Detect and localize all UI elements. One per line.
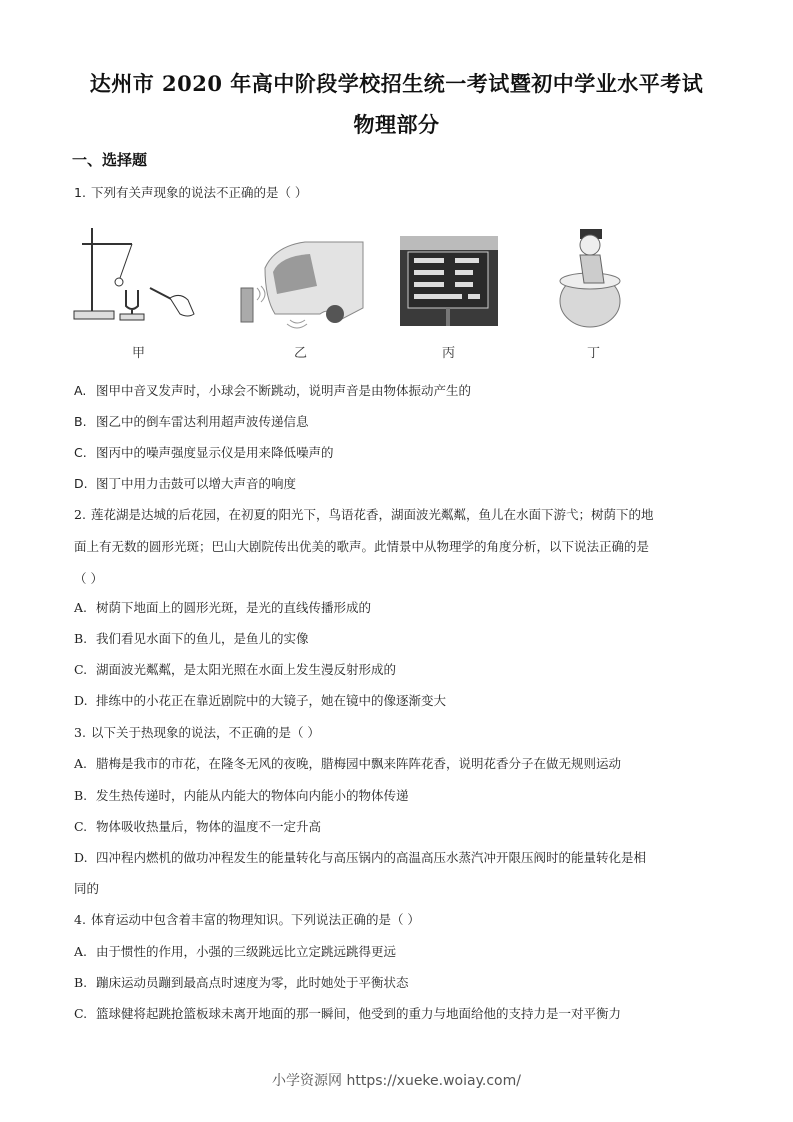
question-3-option-d-continuation: 同的 — [74, 881, 100, 896]
exam-title: 达州市 2020 年高中阶段学校招生统一考试暨初中学业水平考试 — [89, 71, 704, 96]
question-3-option-a: A. 腊梅是我市的市花，在隆冬无风的夜晚，腊梅园中飘来阵阵花香，说明花香分子在做无规则运动 — [74, 756, 622, 771]
question-1-figures — [70, 218, 650, 363]
section-heading: 一、选择题 — [72, 151, 148, 169]
noise-display-board-figure — [400, 236, 498, 326]
question-1-stem: 1. 下列有关声现象的说法不正确的是（ ） — [74, 185, 308, 200]
question-3-option-c: C. 物体吸收热量后，物体的温度不一定升高 — [74, 819, 322, 834]
question-2-stem-line-2: 面上有无数的圆形光斑；巴山大剧院传出优美的歌声。此情景中从物理学的角度分析，以下说法正确的是 — [74, 539, 650, 554]
question-2-stem-line-1: 2. 莲花湖是达城的后花园，在初夏的阳光下，鸟语花香，湖面波光粼粼，鱼儿在水面下游弋；树荫下的地 — [74, 507, 654, 522]
question-3-stem: 3. 以下关于热现象的说法，不正确的是（ ） — [74, 725, 320, 740]
question-4-stem: 4. 体育运动中包含着丰富的物理知识。下列说法正确的是（ ） — [74, 912, 420, 927]
figure-label-jia: 甲 — [132, 346, 146, 361]
question-2-option-a: A. 树荫下地面上的圆形光斑，是光的直线传播形成的 — [74, 600, 372, 615]
footer-watermark: 小学资源网 https://xueke.woiay.com/ — [272, 1073, 521, 1089]
question-2-option-d: D. 排练中的小花正在靠近剧院中的大镜子，她在镜中的像逐渐变大 — [74, 693, 447, 708]
figure-label-bing: 丙 — [442, 346, 456, 361]
question-1-option-c: C. 图丙中的噪声强度显示仪是用来降低噪声的 — [74, 445, 334, 460]
question-1-option-b: B. 图乙中的倒车雷达利用超声波传递信息 — [74, 414, 309, 429]
question-4-option-a: A. 由于惯性的作用，小强的三级跳远比立定跳远跳得更远 — [74, 944, 397, 959]
figure-label-ding: 丁 — [587, 346, 601, 361]
question-4-option-b: B. 蹦床运动员蹦到最高点时速度为零，此时她处于平衡状态 — [74, 975, 409, 990]
tuning-fork-pendulum-figure — [70, 218, 210, 333]
question-2-stem-line-3: （ ） — [74, 571, 103, 586]
question-3-option-d: D. 四冲程内燃机的做功冲程发生的能量转化与高压锅内的高温高压水蒸汽冲开限压阀时的能量转化是相 — [74, 850, 647, 865]
drummer-figure — [550, 223, 635, 333]
question-1-option-a: A. 图甲中音叉发声时，小球会不断跳动，说明声音是由物体振动产生的 — [74, 383, 472, 398]
figure-label-yi: 乙 — [294, 346, 308, 361]
question-2-option-c: C. 湖面波光粼粼，是太阳光照在水面上发生漫反射形成的 — [74, 662, 397, 677]
question-3-option-b: B. 发生热传递时，内能从内能大的物体向内能小的物体传递 — [74, 788, 409, 803]
question-1-option-d: D. 图丁中用力击鼓可以增大声音的响度 — [74, 476, 297, 491]
question-number: 1. — [74, 185, 86, 200]
car-reversing-radar-figure — [235, 228, 365, 333]
exam-subtitle: 物理部分 — [353, 112, 440, 137]
question-4-option-c: C. 篮球健将起跳抢篮板球未离开地面的那一瞬间，他受到的重力与地面给他的支持力是一对平衡力 — [74, 1006, 622, 1021]
question-2-option-b: B. 我们看见水面下的鱼儿，是鱼儿的实像 — [74, 631, 309, 646]
